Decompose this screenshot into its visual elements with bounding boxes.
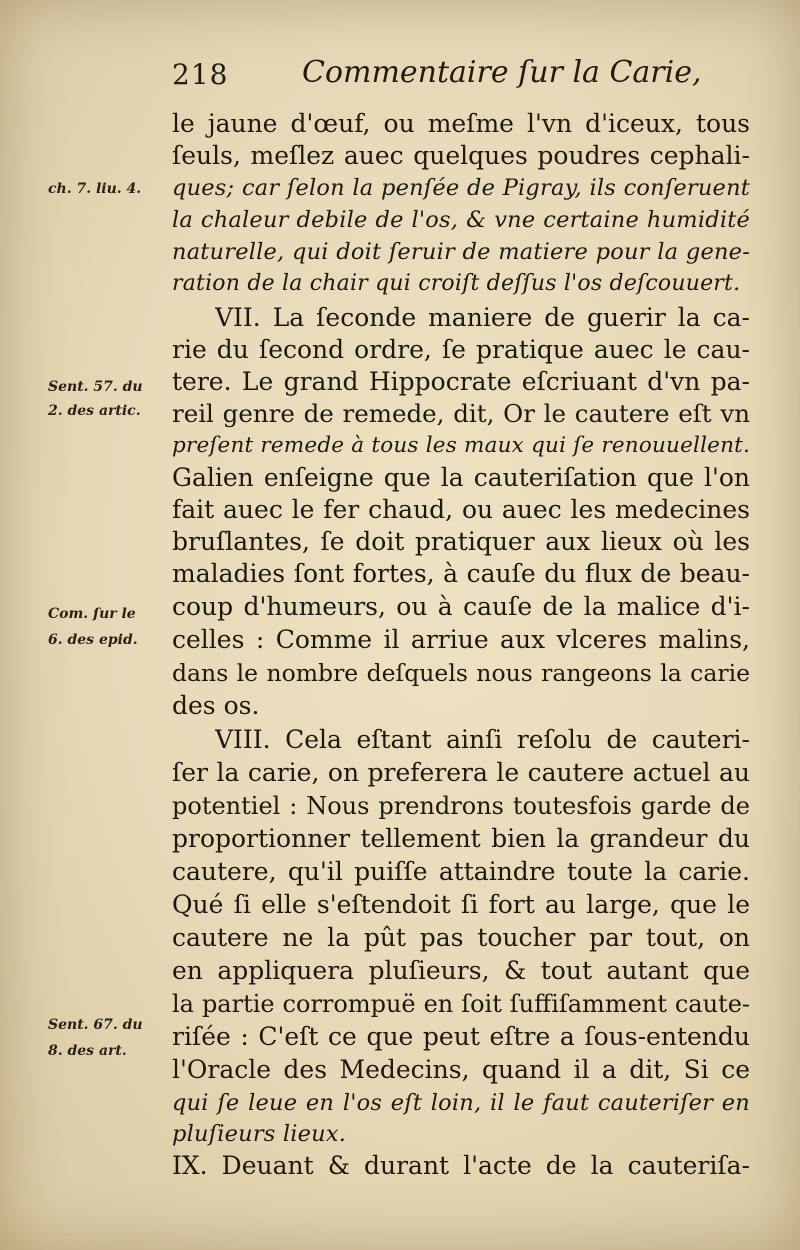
- text-line: fait auec le fer chaud, ou auec les medecines: [172, 495, 750, 524]
- text-line: l'Oracle des Medecins, quand il a dit, Si ce: [172, 1055, 750, 1084]
- text-line: preſent remede à tous les maux qui ſe renouuellent.: [172, 433, 750, 458]
- text-line: ration de la chair qui croiſt deſſus l'os deſcouuert.: [172, 271, 741, 296]
- text-line: la partie corrompuë en ſoit ſuffiſamment caute-: [172, 990, 750, 1018]
- margin-note: 6. des epid.: [48, 632, 138, 648]
- text-line: Qué ſi elle s'eſtendoit ſi fort au large, que le: [172, 890, 750, 919]
- text-line: dans le nombre deſquels nous rangeons la carie: [172, 659, 750, 687]
- text-line: cautere ne la pût pas toucher par tout, on: [172, 923, 750, 952]
- text-line: celles : Comme il arriue aux vlceres malins,: [172, 625, 750, 654]
- paragraph-heading-viii: VIII. Cela eſtant ainſi reſolu de cauteri-: [215, 725, 750, 754]
- text-line: cautere, qu'il puiſſe attaindre toute la carie.: [172, 857, 750, 886]
- text-line: naturelle, qui doit ſeruir de matiere pour la gene-: [172, 239, 750, 265]
- text-line: riſée : C'eſt ce que peut eſtre a ſous-entendu: [172, 1022, 750, 1051]
- text-line: potentiel : Nous prendrons toutesfois garde de: [172, 792, 750, 820]
- text-line: Galien enſeigne que la cauteriſation que l'on: [172, 463, 750, 492]
- page-number: 218: [172, 58, 229, 91]
- page-header: [172, 55, 702, 97]
- text-line: bruſlantes, ſe doit pratiquer aux lieux où les: [172, 527, 750, 556]
- running-title: Commentaire ſur la Carie,: [302, 55, 702, 90]
- text-line: qui ſe leue en l'os eſt loin, il le faut cauteriſer en: [172, 1090, 750, 1116]
- text-line: ques; car ſelon la penſée de Pigray, ils conſeruent: [172, 175, 750, 201]
- text-line: ſer la carie, on preferera le cautere actuel au: [172, 758, 750, 787]
- paragraph-heading-vii: VII. La ſeconde maniere de guerir la ca-: [215, 303, 750, 332]
- text-line: reil genre de remede, dit, Or le cautere eſt vn: [172, 399, 750, 428]
- margin-note: 2. des artic.: [48, 403, 141, 419]
- text-line: rie du ſecond ordre, ſe pratique auec le cau-: [172, 335, 750, 364]
- margin-note: Sent. 67. du: [48, 1017, 143, 1033]
- margin-note: Sent. 57. du: [48, 379, 143, 395]
- text-line: le jaune d'œuf, ou meſme l'vn d'iceux, tous: [172, 109, 750, 138]
- text-line: des os.: [172, 691, 260, 720]
- text-line: tere. Le grand Hippocrate eſcriuant d'vn pa-: [172, 367, 750, 396]
- text-line: la chaleur debile de l'os, & vne certaine humidité: [172, 207, 750, 233]
- text-line: proportionner tellement bien la grandeur du: [172, 824, 750, 853]
- text-line: en appliquera pluſieurs, & tout autant que: [172, 956, 750, 985]
- margin-note: 8. des art.: [48, 1043, 127, 1059]
- text-line: ſeuls, meſlez auec quelques poudres cephali-: [172, 141, 750, 170]
- text-line: pluſieurs lieux.: [172, 1121, 347, 1147]
- text-line: maladies ſont fortes, à cauſe du flux de beau-: [172, 559, 750, 588]
- text-line: coup d'humeurs, ou à cauſe de la malice d'i-: [172, 592, 750, 621]
- text-line: IX. Deuant & durant l'acte de la cauteriſa-: [172, 1151, 750, 1180]
- margin-note: Com. ſur le: [48, 606, 136, 622]
- margin-note: ch. 7. liu. 4.: [48, 181, 142, 197]
